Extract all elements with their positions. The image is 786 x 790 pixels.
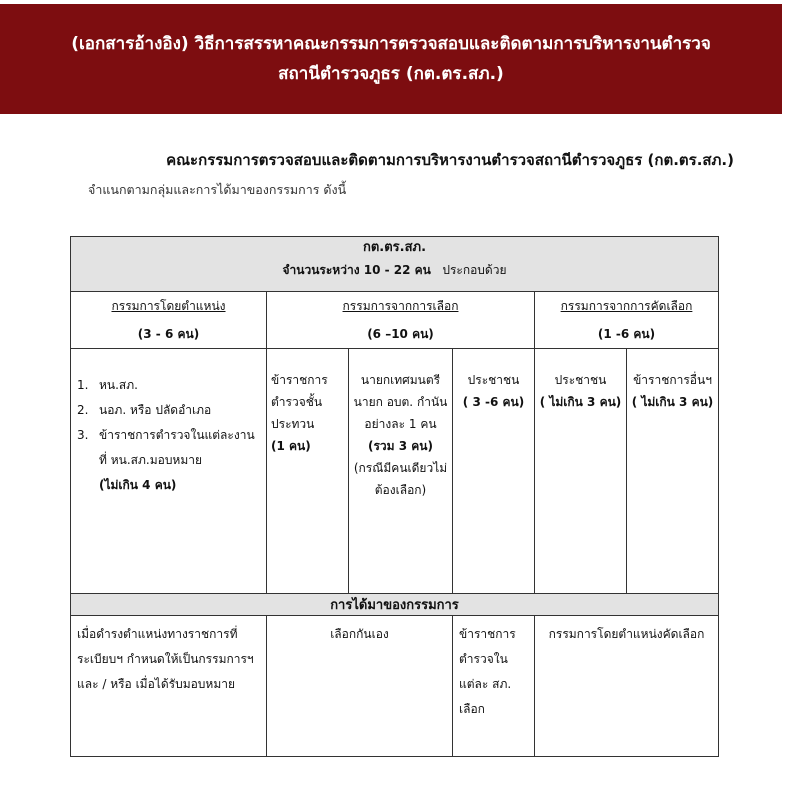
elected-public-cell (453, 349, 535, 594)
group-selected-label: กรรมการจากการคัดเลือก (560, 299, 693, 313)
acquisition-elected-mutual: เลือกกันเอง (330, 627, 389, 641)
banner-title-line1: (เอกสารอ้างอิง) วิธีการสรรหาคณะกรรมการตรวจสอบและติดตามการบริหารงานตำรวจ (71, 34, 711, 54)
committee-table (70, 236, 719, 757)
ex-officio-list (71, 349, 266, 498)
selected-other-cell (627, 349, 719, 594)
elected-police-count: (1 คน) (271, 439, 311, 453)
group-elected-count: (6 –10 คน) (367, 327, 434, 341)
title-banner (0, 4, 782, 114)
group-elected-label: กรรมการจากการเลือก (342, 299, 459, 313)
acquisition-selected-cell (535, 616, 719, 757)
group-ex-officio-label: กรรมการโดยตำแหน่ง (111, 299, 226, 313)
ex-officio-cell (71, 349, 267, 594)
ex-officio-note: (ไม่เกิน 4 คน) (99, 478, 177, 492)
selected-public-count: ( ไม่เกิน 3 คน) (539, 395, 622, 409)
acquisition-header-row (71, 594, 719, 616)
member-count-suffix: ประกอบด้วย (442, 263, 507, 277)
acquisition-title: การได้มาของกรรมการ (71, 594, 719, 616)
list-item: 2. นอภ. หรือ ปลัดอำเภอ (77, 403, 212, 417)
members-row (71, 349, 719, 594)
elected-local-text: นายกเทศมนตรี นายก อบต. กำนัน อย่างละ 1 คน (353, 373, 448, 431)
elected-local-note: (กรณีมีคนเดียวไม่ต้องเลือก) (353, 461, 448, 497)
group-elected (267, 292, 535, 349)
elected-public-text: ประชาชน (467, 373, 520, 387)
list-item: 1. หน.สภ. (77, 378, 138, 392)
table-title: กต.ตร.สภ. (362, 240, 427, 255)
member-count: จำนวนระหว่าง 10 - 22 คน (282, 263, 431, 277)
group-ex-officio (71, 292, 267, 349)
group-selected-count: (1 -6 คน) (597, 327, 656, 341)
elected-police-cell (267, 349, 349, 594)
group-ex-officio-count: (3 - 6 คน) (137, 327, 200, 341)
selected-public-text: ประชาชน (554, 373, 607, 387)
acquisition-selected: กรรมการโดยตำแหน่งคัดเลือก (548, 627, 705, 641)
acquisition-row (71, 616, 719, 757)
acquisition-elected-police: ข้าราชการตำรวจในแต่ละ สภ. เลือก (459, 627, 516, 716)
acquisition-ex-officio-cell (71, 616, 267, 757)
banner-title-line2: สถานีตำรวจภูธร (กต.ตร.สภ.) (278, 64, 504, 84)
list-item: 3. ข้าราชการตำรวจในแต่ละงานที่ หน.สภ.มอบหมาย (ไม่เกิน 4 คน) (77, 428, 255, 492)
elected-local-count: (รวม 3 คน) (368, 439, 433, 453)
selected-public-cell (535, 349, 627, 594)
acquisition-mutual-cell (267, 616, 453, 757)
section-heading: คณะกรรมการตรวจสอบและติดตามการบริหารงานตำรวจสถานีตำรวจภูธร (กต.ตร.สภ.) (166, 151, 734, 169)
elected-public-count: ( 3 -6 คน) (462, 395, 525, 409)
selected-other-text: ข้าราชการอื่นฯ (633, 373, 712, 387)
elected-local-cell (349, 349, 453, 594)
section-subheading: จำแนกตามกลุ่มและการได้มาของกรรมการ ดังนี้ (88, 182, 347, 197)
group-header-row (71, 292, 719, 349)
selected-other-count: ( ไม่เกิน 3 คน) (631, 395, 714, 409)
elected-police-text: ข้าราชการตำรวจชั้นประทวน (271, 373, 328, 431)
acquisition-police-cell (453, 616, 535, 757)
group-selected (535, 292, 719, 349)
acquisition-ex-officio: เมื่อดำรงตำแหน่งทางราชการที่ระเบียบฯ กำหนดให้เป็นกรรมการฯ และ / หรือ เมื่อได้รับมอบหมาย (77, 627, 254, 691)
table-header-row (71, 237, 719, 292)
